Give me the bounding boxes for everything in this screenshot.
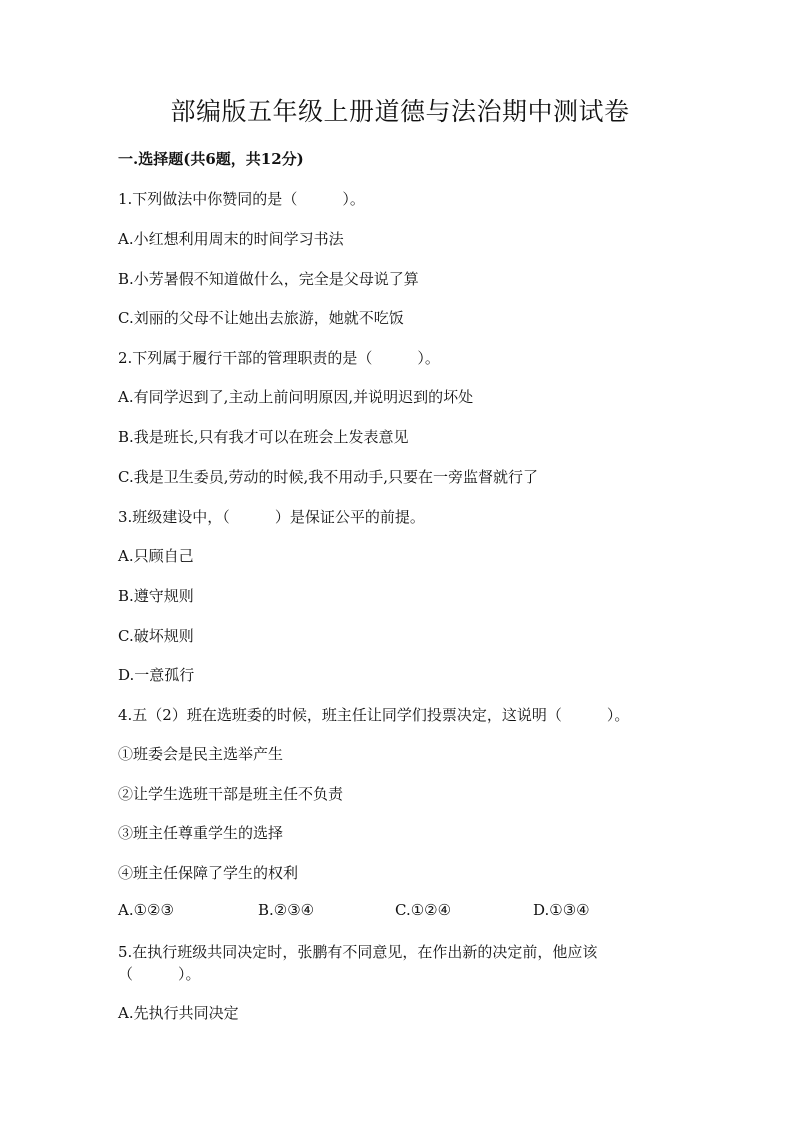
question-4-statement-4: ④班主任保障了学生的权利 [118, 864, 299, 882]
question-2-option-b: B.我是班长,只有我才可以在班会上发表意见 [118, 428, 409, 446]
section-heading: 一.选择题(共6题，共12分) [118, 150, 304, 168]
question-5-option-a: A.先执行共同决定 [118, 1004, 239, 1022]
question-4-option-c: C.①②④ [395, 901, 452, 919]
page-title: 部编版五年级上册道德与法治期中测试卷 [170, 97, 630, 126]
question-1-option-a: A.小红想利用周末的时间学习书法 [118, 230, 344, 248]
question-5-stem-line-2: （ ）。 [118, 965, 201, 983]
question-4-statement-3: ③班主任尊重学生的选择 [118, 824, 284, 842]
question-1-stem: 1.下列做法中你赞同的是（ ）。 [118, 190, 365, 208]
question-3-stem: 3.班级建设中，（ ）是保证公平的前提。 [118, 508, 425, 526]
question-1-option-c: C.刘丽的父母不让她出去旅游，她就不吃饭 [118, 309, 404, 327]
question-3-option-a: A.只顾自己 [118, 547, 194, 565]
question-4-stem: 4.五（2）班在选班委的时候，班主任让同学们投票决定，这说明（ ）。 [118, 706, 630, 724]
question-3-option-d: D.一意孤行 [118, 666, 195, 684]
question-3-option-b: B.遵守规则 [118, 587, 194, 605]
question-4-option-a: A.①②③ [118, 901, 174, 919]
question-4-option-d: D.①③④ [533, 901, 590, 919]
question-4-options [118, 901, 718, 923]
question-2-stem: 2.下列属于履行干部的管理职责的是（ ）。 [118, 349, 440, 367]
question-4-statement-1: ①班委会是民主选举产生 [118, 745, 284, 763]
question-4-statement-2: ②让学生选班干部是班主任不负责 [118, 785, 344, 803]
question-2-option-a: A.有同学迟到了,主动上前问明原因,并说明迟到的坏处 [118, 388, 474, 406]
question-2-option-c: C.我是卫生委员,劳动的时候,我不用动手,只要在一旁监督就行了 [118, 468, 539, 486]
question-4-option-b: B.②③④ [258, 901, 315, 919]
question-5-stem-line-1: 5.在执行班级共同决定时，张鹏有不同意见，在作出新的决定前，他应该 [118, 943, 598, 961]
question-1-option-b: B.小芳暑假不知道做什么，完全是父母说了算 [118, 270, 419, 288]
question-3-option-c: C.破坏规则 [118, 627, 194, 645]
